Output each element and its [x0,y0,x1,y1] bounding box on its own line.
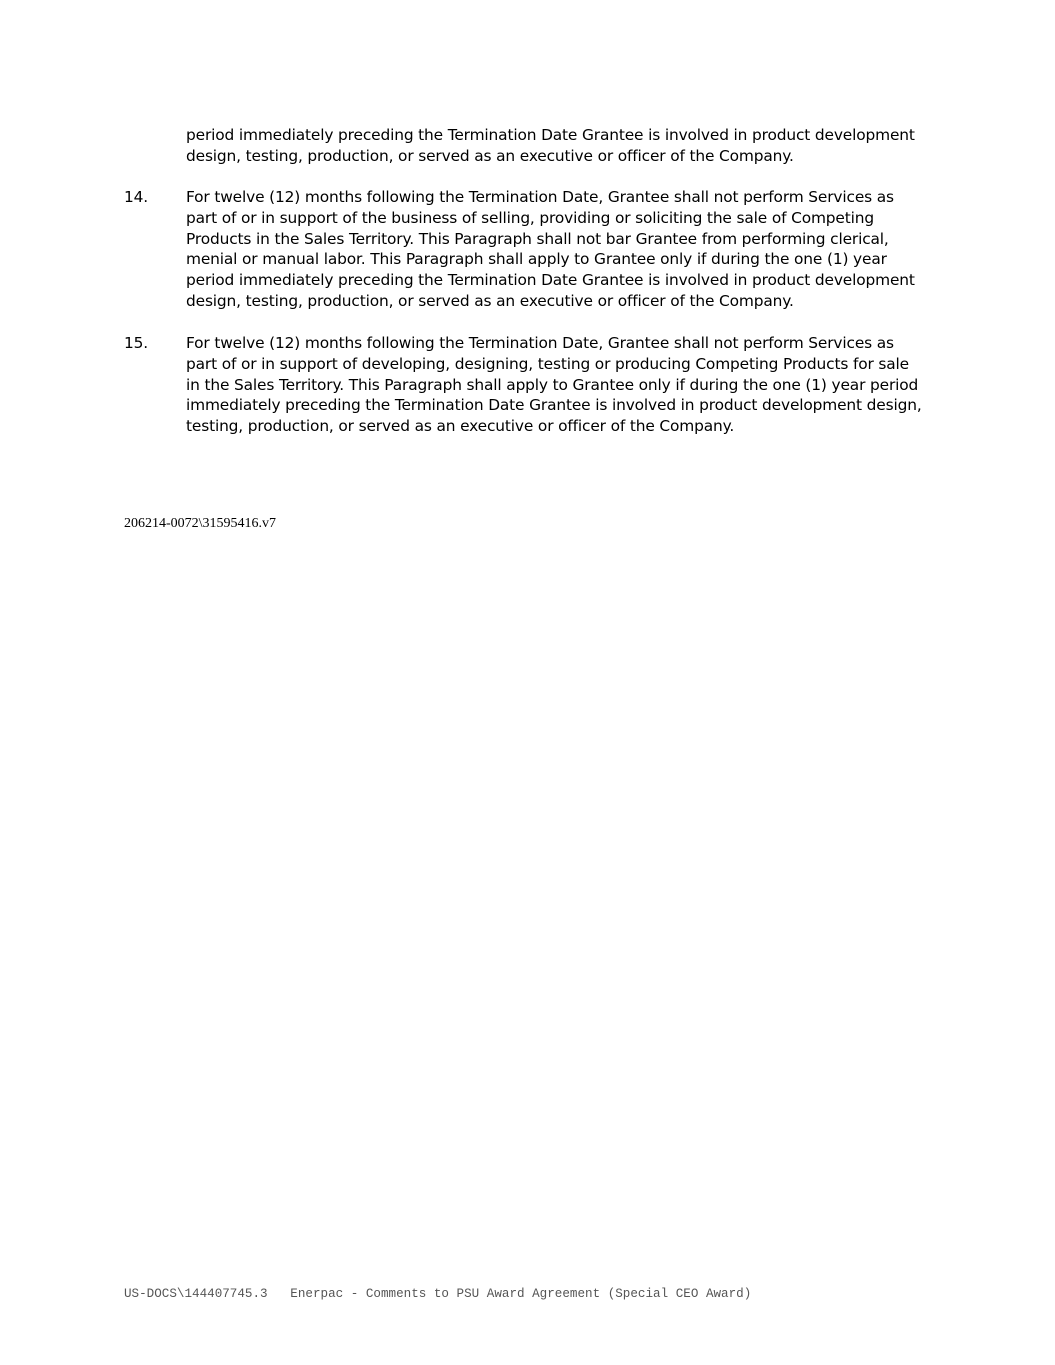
text-line: For twelve (12) months following the Termination Date, Grantee shall not perform Services as [186,188,894,206]
paragraph-number-label: 15. [124,334,149,352]
footer-title: Enerpac - Comments to PSU Award Agreement (Special CEO Award) [290,1287,752,1301]
text-line: immediately preceding the Termination Date Grantee is involved in product development design, [186,396,922,415]
text-line: testing, production, or served as an executive or officer of the Company. [186,417,735,436]
footer-doc-ref: US-DOCS\144407745.3 [124,1287,268,1301]
continued-paragraph-text [186,125,946,167]
paragraph-number [124,187,184,208]
document-id: 206214-0072\31595416.v7 [124,516,277,531]
text-line: period immediately preceding the Termination Date Grantee is involved in product development [186,126,915,144]
text-line: For twelve (12) months following the Termination Date, Grantee shall not perform Services as [186,334,894,352]
paragraph-number-label: 14. [124,188,149,206]
text-line: menial or manual labor. This Paragraph shall apply to Grantee only if during the one (1) year [186,250,887,269]
text-line: design, testing, production, or served as an executive or officer of the Company. [186,291,794,310]
paragraph-text [186,333,946,437]
page-footer [124,1286,751,1302]
text-line: Products in the Sales Territory. This Paragraph shall not bar Grantee from performing clerical, [186,229,889,248]
text-line: design, testing, production, or served as an executive or officer of the Company. [186,146,794,165]
text-line: period immediately preceding the Termination Date Grantee is involved in product development [186,271,915,290]
paragraph-number [124,333,184,354]
text-line: part of or in support of the business of selling, providing or soliciting the sale of Competing [186,208,874,227]
text-line: part of or in support of developing, designing, testing or producing Competing Products for sale [186,354,910,373]
text-line: in the Sales Territory. This Paragraph shall apply to Grantee only if during the one (1) year period [186,375,919,394]
paragraph-text [186,187,946,312]
